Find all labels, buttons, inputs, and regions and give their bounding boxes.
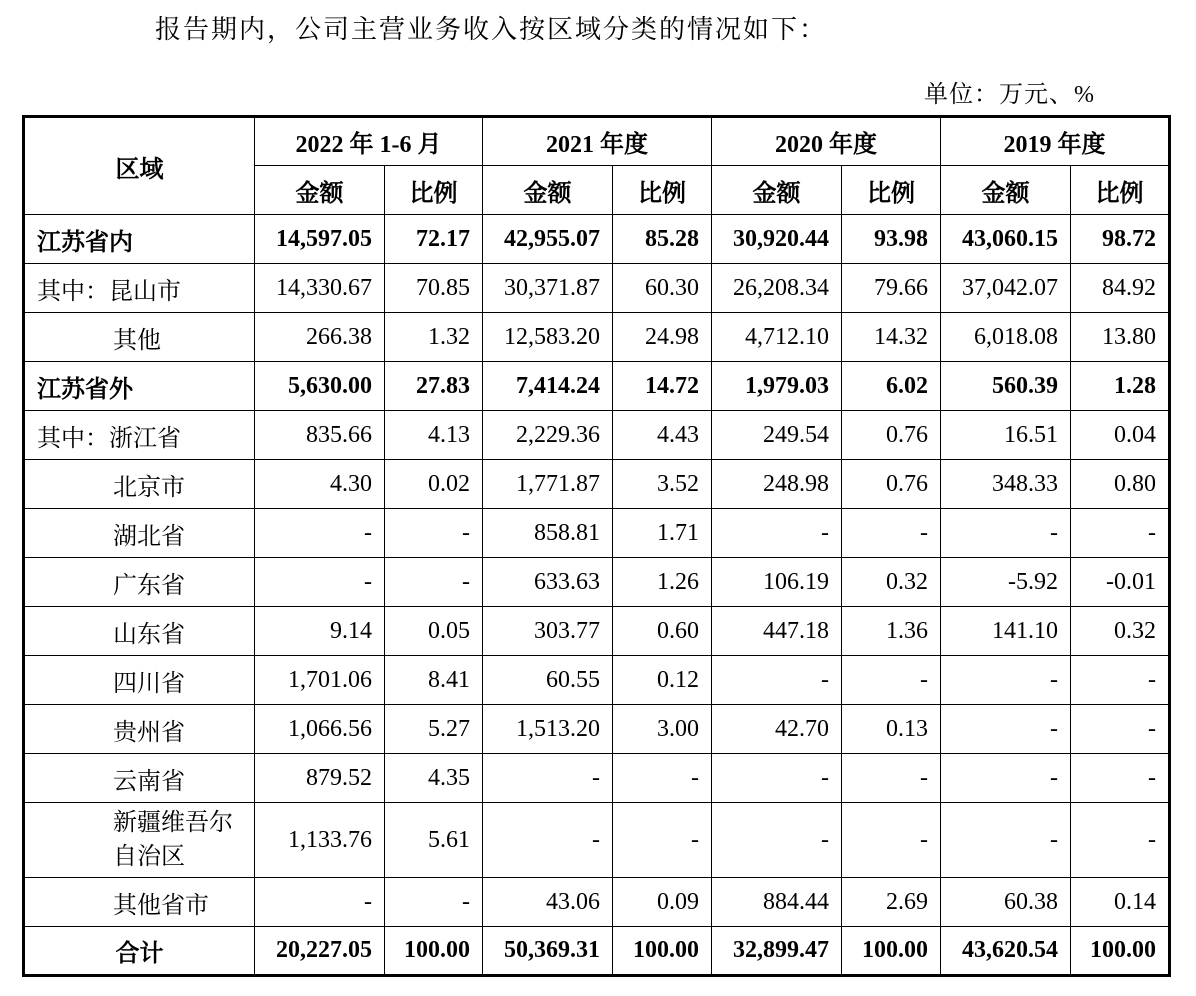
table-row <box>24 362 1170 411</box>
amount-cell: 6,018.08 <box>941 313 1071 362</box>
amount-cell: 1,771.87 <box>483 460 613 509</box>
total-row <box>24 927 1170 976</box>
amount-cell: 106.19 <box>712 558 842 607</box>
region-label: 湖北省 <box>113 523 185 550</box>
unit-note: 单位：万元、% <box>924 82 1095 108</box>
table-row <box>24 878 1170 927</box>
amount-cell: 884.44 <box>712 878 842 927</box>
table-row <box>24 264 1170 313</box>
amount-cell: 633.63 <box>483 558 613 607</box>
region-cell <box>24 705 255 754</box>
ratio-cell: 1.28 <box>1071 362 1170 411</box>
amount-cell: 348.33 <box>941 460 1071 509</box>
table-row <box>24 509 1170 558</box>
ratio-cell: 0.76 <box>842 411 941 460</box>
amount-cell: 14,597.05 <box>255 215 385 264</box>
ratio-cell: 100.00 <box>385 927 483 976</box>
region-label: 山东省 <box>113 621 185 648</box>
region-cell <box>24 754 255 803</box>
amount-cell: - <box>255 558 385 607</box>
period-header-2019: 2019 年度 <box>941 117 1170 166</box>
region-cell <box>24 460 255 509</box>
ratio-cell: 5.27 <box>385 705 483 754</box>
ratio-cell: 60.30 <box>613 264 712 313</box>
ratio-cell: 14.72 <box>613 362 712 411</box>
region-label: 新疆维吾尔自治区 <box>113 810 233 870</box>
amount-cell: 1,979.03 <box>712 362 842 411</box>
ratio-cell: 4.35 <box>385 754 483 803</box>
amount-cell: 266.38 <box>255 313 385 362</box>
region-cell <box>24 607 255 656</box>
region-label: 其他 <box>113 327 161 354</box>
amount-cell: 4.30 <box>255 460 385 509</box>
table-row <box>24 313 1170 362</box>
amount-cell: - <box>255 509 385 558</box>
revenue-by-region-table <box>22 115 1171 977</box>
ratio-cell: 2.69 <box>842 878 941 927</box>
amount-cell: 1,066.56 <box>255 705 385 754</box>
region-label: 广东省 <box>113 572 185 599</box>
ratio-cell: - <box>385 558 483 607</box>
ratio-cell: 79.66 <box>842 264 941 313</box>
ratio-cell: 72.17 <box>385 215 483 264</box>
region-cell <box>24 878 255 927</box>
amount-cell: 14,330.67 <box>255 264 385 313</box>
amount-cell: 43,620.54 <box>941 927 1071 976</box>
table-row <box>24 656 1170 705</box>
amount-header: 金额 <box>255 166 385 215</box>
ratio-cell: 4.43 <box>613 411 712 460</box>
amount-cell: 447.18 <box>712 607 842 656</box>
ratio-cell: 0.76 <box>842 460 941 509</box>
amount-cell: 26,208.34 <box>712 264 842 313</box>
ratio-cell: 1.26 <box>613 558 712 607</box>
amount-cell: 9.14 <box>255 607 385 656</box>
region-label: 合计 <box>115 941 164 967</box>
region-label: 云南省 <box>113 768 185 795</box>
region-label: 贵州省 <box>113 719 185 746</box>
region-cell <box>24 215 255 264</box>
ratio-cell: - <box>1071 656 1170 705</box>
ratio-cell: 14.32 <box>842 313 941 362</box>
ratio-cell: - <box>1071 705 1170 754</box>
amount-cell: 835.66 <box>255 411 385 460</box>
amount-cell: 32,899.47 <box>712 927 842 976</box>
amount-cell: 248.98 <box>712 460 842 509</box>
ratio-cell: 100.00 <box>1071 927 1170 976</box>
ratio-cell: 0.14 <box>1071 878 1170 927</box>
amount-cell: 20,227.05 <box>255 927 385 976</box>
amount-cell: 37,042.07 <box>941 264 1071 313</box>
region-cell <box>24 411 255 460</box>
period-header-2020: 2020 年度 <box>712 117 941 166</box>
ratio-cell: 84.92 <box>1071 264 1170 313</box>
ratio-cell: 3.52 <box>613 460 712 509</box>
table-body <box>24 215 1170 976</box>
region-cell <box>24 656 255 705</box>
region-cell <box>24 362 255 411</box>
amount-cell: -5.92 <box>941 558 1071 607</box>
ratio-cell: - <box>613 754 712 803</box>
ratio-cell: 6.02 <box>842 362 941 411</box>
ratio-cell: 0.60 <box>613 607 712 656</box>
amount-cell: 4,712.10 <box>712 313 842 362</box>
amount-cell: - <box>712 656 842 705</box>
amount-cell: - <box>941 705 1071 754</box>
ratio-cell: 1.32 <box>385 313 483 362</box>
amount-cell: - <box>941 754 1071 803</box>
amount-header: 金额 <box>483 166 613 215</box>
ratio-cell: - <box>613 803 712 878</box>
table-row <box>24 705 1170 754</box>
region-cell <box>24 558 255 607</box>
amount-cell: 303.77 <box>483 607 613 656</box>
table-row <box>24 411 1170 460</box>
amount-cell: - <box>941 803 1071 878</box>
amount-cell: 1,513.20 <box>483 705 613 754</box>
amount-cell: 2,229.36 <box>483 411 613 460</box>
amount-cell: 1,701.06 <box>255 656 385 705</box>
ratio-header: 比例 <box>385 166 483 215</box>
amount-cell: 249.54 <box>712 411 842 460</box>
amount-cell: 43,060.15 <box>941 215 1071 264</box>
ratio-cell: -0.01 <box>1071 558 1170 607</box>
ratio-cell: 0.80 <box>1071 460 1170 509</box>
ratio-cell: 0.04 <box>1071 411 1170 460</box>
ratio-cell: - <box>842 754 941 803</box>
amount-cell: 60.55 <box>483 656 613 705</box>
region-label: 江苏省内 <box>37 229 133 256</box>
ratio-cell: 1.71 <box>613 509 712 558</box>
amount-cell: 30,920.44 <box>712 215 842 264</box>
amount-cell: 42,955.07 <box>483 215 613 264</box>
amount-cell: 879.52 <box>255 754 385 803</box>
table-header <box>24 117 1170 215</box>
table-row <box>24 215 1170 264</box>
amount-cell: 1,133.76 <box>255 803 385 878</box>
ratio-cell: 0.09 <box>613 878 712 927</box>
region-cell <box>24 313 255 362</box>
period-header-2022h1: 2022 年 1-6 月 <box>255 117 483 166</box>
ratio-cell: 0.32 <box>1071 607 1170 656</box>
ratio-cell: - <box>842 656 941 705</box>
amount-cell: 141.10 <box>941 607 1071 656</box>
amount-cell: - <box>941 509 1071 558</box>
table-row <box>24 607 1170 656</box>
amount-cell: 60.38 <box>941 878 1071 927</box>
table-row <box>24 803 1170 878</box>
ratio-cell: 0.05 <box>385 607 483 656</box>
ratio-cell: 70.85 <box>385 264 483 313</box>
ratio-cell: 0.13 <box>842 705 941 754</box>
ratio-cell: 1.36 <box>842 607 941 656</box>
ratio-cell: - <box>1071 803 1170 878</box>
amount-cell: 858.81 <box>483 509 613 558</box>
region-label: 其中：昆山市 <box>37 278 181 305</box>
ratio-cell: 0.32 <box>842 558 941 607</box>
ratio-cell: - <box>1071 754 1170 803</box>
amount-cell: - <box>712 803 842 878</box>
ratio-header: 比例 <box>842 166 941 215</box>
amount-cell: 5,630.00 <box>255 362 385 411</box>
amount-cell: 30,371.87 <box>483 264 613 313</box>
region-header: 区域 <box>24 117 255 215</box>
amount-cell: - <box>255 878 385 927</box>
region-cell <box>24 927 255 976</box>
amount-cell: 12,583.20 <box>483 313 613 362</box>
amount-cell: 7,414.24 <box>483 362 613 411</box>
ratio-cell: 100.00 <box>842 927 941 976</box>
amount-cell: - <box>712 754 842 803</box>
ratio-cell: 5.61 <box>385 803 483 878</box>
ratio-cell: - <box>842 803 941 878</box>
ratio-cell: 98.72 <box>1071 215 1170 264</box>
region-label: 四川省 <box>113 670 185 697</box>
ratio-cell: 0.12 <box>613 656 712 705</box>
amount-cell: - <box>712 509 842 558</box>
ratio-header: 比例 <box>613 166 712 215</box>
ratio-cell: 100.00 <box>613 927 712 976</box>
ratio-cell: - <box>385 878 483 927</box>
header-row-periods <box>24 117 1170 166</box>
ratio-cell: - <box>385 509 483 558</box>
amount-header: 金额 <box>712 166 842 215</box>
region-cell <box>24 803 255 878</box>
ratio-cell: 24.98 <box>613 313 712 362</box>
ratio-cell: 4.13 <box>385 411 483 460</box>
ratio-cell: 8.41 <box>385 656 483 705</box>
amount-cell: 16.51 <box>941 411 1071 460</box>
amount-cell: - <box>483 803 613 878</box>
ratio-cell: 93.98 <box>842 215 941 264</box>
amount-cell: - <box>941 656 1071 705</box>
amount-cell: 42.70 <box>712 705 842 754</box>
region-cell <box>24 509 255 558</box>
table-row <box>24 460 1170 509</box>
ratio-cell: 85.28 <box>613 215 712 264</box>
table-row <box>24 754 1170 803</box>
ratio-cell: 0.02 <box>385 460 483 509</box>
table-row <box>24 558 1170 607</box>
intro-text: 报告期内，公司主营业务收入按区域分类的情况如下： <box>155 15 828 44</box>
period-header-2021: 2021 年度 <box>483 117 712 166</box>
region-label: 其他省市 <box>113 892 209 919</box>
region-label: 北京市 <box>113 474 185 501</box>
region-label: 江苏省外 <box>37 376 133 403</box>
amount-cell: 560.39 <box>941 362 1071 411</box>
amount-header: 金额 <box>941 166 1071 215</box>
ratio-cell: 3.00 <box>613 705 712 754</box>
ratio-cell: - <box>842 509 941 558</box>
ratio-header: 比例 <box>1071 166 1170 215</box>
amount-cell: - <box>483 754 613 803</box>
amount-cell: 50,369.31 <box>483 927 613 976</box>
amount-cell: 43.06 <box>483 878 613 927</box>
region-cell <box>24 264 255 313</box>
ratio-cell: 13.80 <box>1071 313 1170 362</box>
region-label: 其中：浙江省 <box>37 425 181 452</box>
ratio-cell: 27.83 <box>385 362 483 411</box>
ratio-cell: - <box>1071 509 1170 558</box>
